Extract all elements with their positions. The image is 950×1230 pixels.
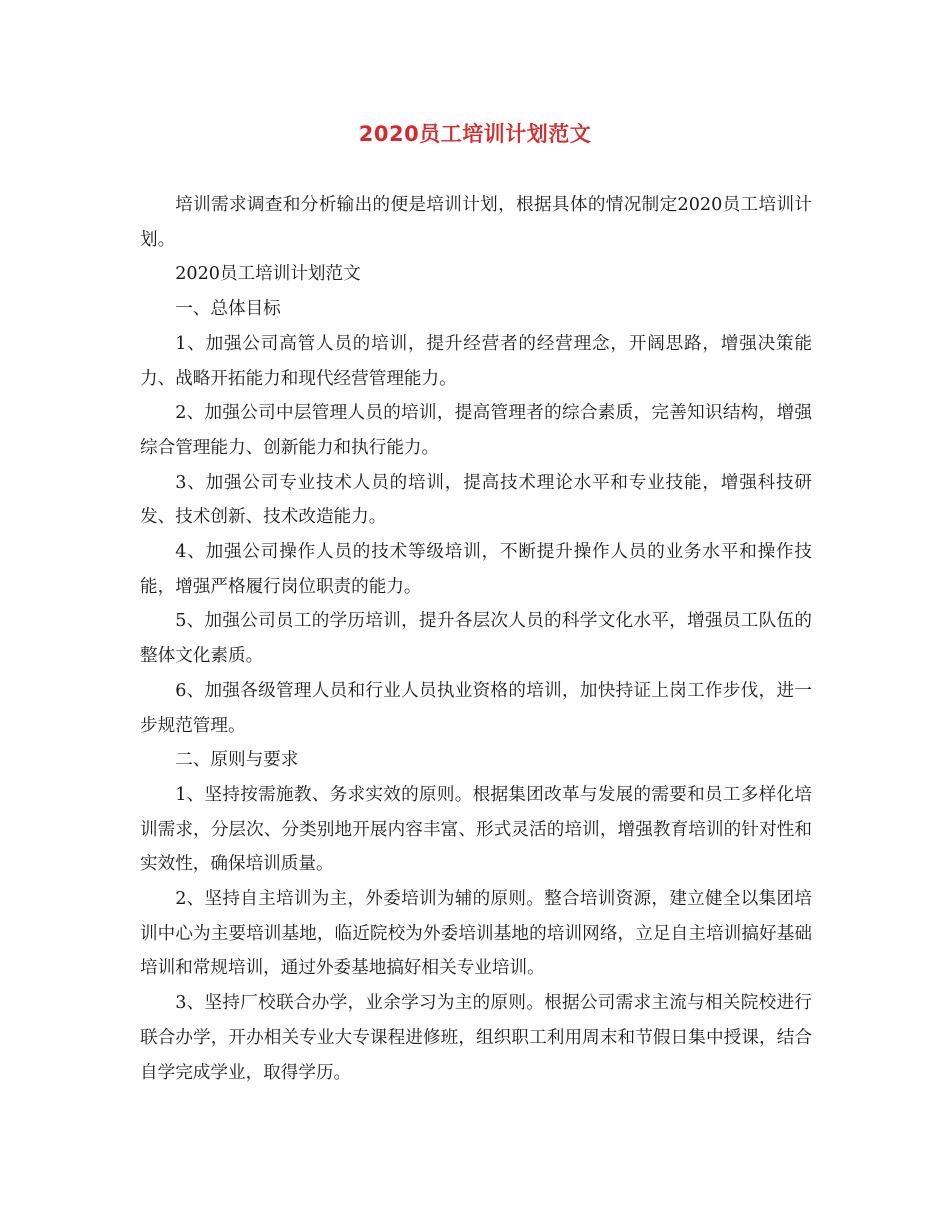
paragraph-goal-3: 3、加强公司专业技术人员的培训，提高技术理论水平和专业技能，增强科技研发、技术创新、技术改造能力。: [140, 472, 812, 528]
paragraph-goal-6: 6、加强各级管理人员和行业人员执业资格的培训，加快持证上岗工作步伐，进一步规范管理。: [140, 680, 812, 736]
paragraph-goal-2: 2、加强公司中层管理人员的培训，提高管理者的综合素质，完善知识结构，增强综合管理能力、创新能力和执行能力。: [140, 403, 812, 458]
section-heading-overall-goals: 一、总体目标: [175, 299, 281, 320]
paragraph-principle-2: 2、坚持自主培训为主，外委培训为辅的原则。整合培训资源，建立健全以集团培训中心为主要培训基地，临近院校为外委培训基地的培训网络，立足自主培训搞好基础培训和常规培训，通过外委基地搞好相关专业培训。: [140, 889, 812, 979]
document-title: 2020员工培训计划范文: [358, 122, 592, 146]
paragraph-principle-3: 3、坚持厂校联合办学，业余学习为主的原则。根据公司需求主流与相关院校进行联合办学，开办相关专业大专课程进修班，组织职工利用周末和节假日集中授课，结合自学完成学业，取得学历。: [140, 993, 812, 1083]
paragraph-goal-5: 5、加强公司员工的学历培训，提升各层次人员的科学文化水平，增强员工队伍的整体文化素质。: [140, 611, 812, 667]
paragraph-principle-1: 1、坚持按需施教、务求实效的原则。根据集团改革与发展的需要和员工多样化培训需求，分层次、分类别地开展内容丰富、形式灵活的培训，增强教育培训的针对性和实效性，确保培训质量。: [140, 784, 812, 875]
paragraph-intro: 培训需求调查和分析输出的便是培训计划，根据具体的情况制定2020员工培训计划。: [140, 195, 812, 250]
document-body: [140, 188, 812, 1090]
paragraph-goal-1: 1、加强公司高管人员的培训，提升经营者的经营理念，开阔思路，增强决策能力、战略开拓能力和现代经营管理能力。: [140, 333, 812, 389]
section-heading-principles: 二、原则与要求: [175, 750, 299, 771]
paragraph-subtitle: 2020员工培训计划范文: [175, 264, 361, 285]
paragraph-goal-4: 4、加强公司操作人员的技术等级培训，不断提升操作人员的业务水平和操作技能，增强严格履行岗位职责的能力。: [140, 542, 812, 597]
